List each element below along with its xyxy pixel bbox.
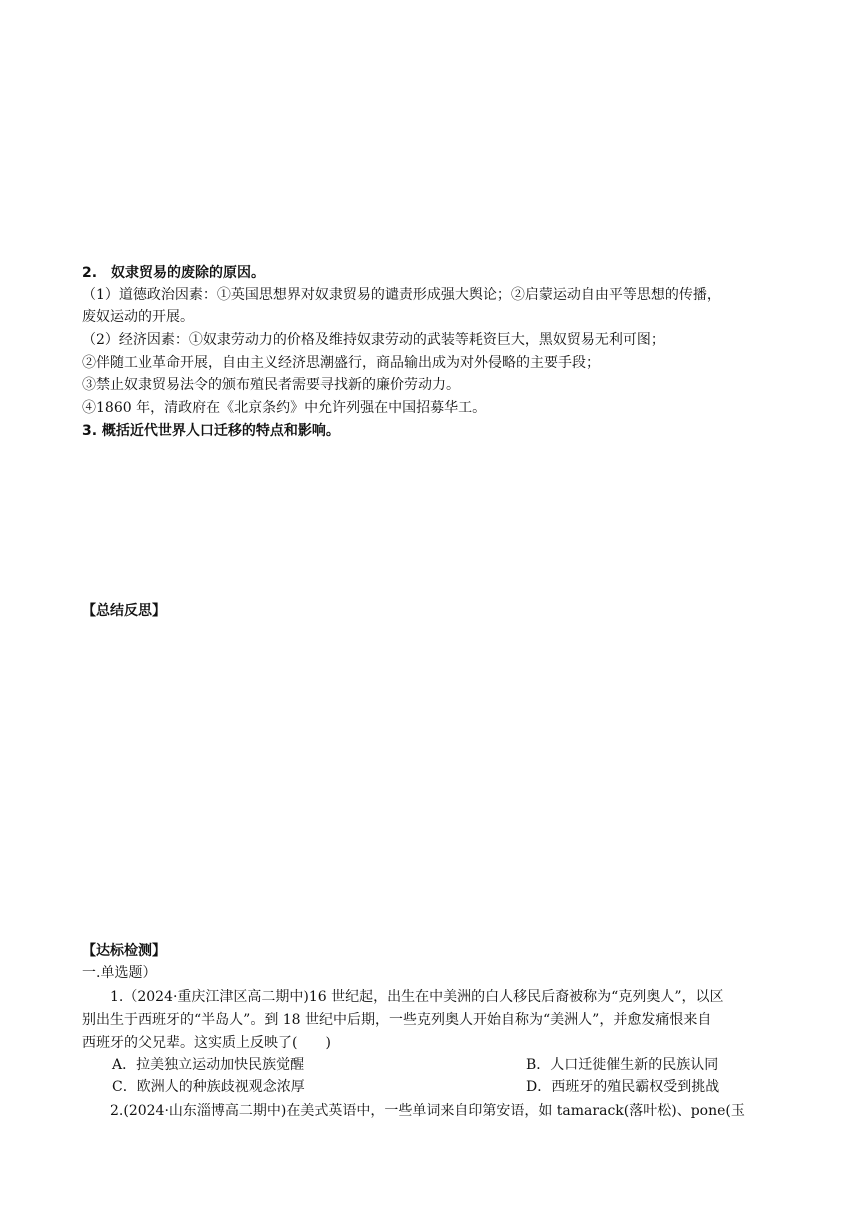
section-3-heading: 3. 概括近代世界人口迁移的特点和影响。 — [82, 423, 340, 439]
question-1-line-1: 1.（2024·重庆江津区高二期中)16 世纪起，出生在中美洲的白人移民后裔被称为“克列奥人”，以区 — [110, 989, 724, 1005]
question-1-options-row-1 — [112, 1054, 800, 1076]
section-2-paragraph-1-line-1: （1）道德政治因素：①英国思想界对奴隶贸易的谴责形成强大舆论；②启蒙运动自由平等思想的传播， — [82, 287, 721, 303]
option-a: A．拉美独立运动加快民族觉醒 — [112, 1057, 305, 1073]
option-b: B．人口迁徙催生新的民族认同 — [526, 1057, 719, 1073]
section-2-paragraph-2-line-1: （2）经济因素：①奴隶劳动力的价格及维持奴隶劳动的武装等耗资巨大，黑奴贸易无利可图； — [82, 332, 665, 348]
section-2-heading: 2. 奴隶贸易的废除的原因。 — [82, 265, 266, 281]
section-2-paragraph-2-line-4: ④1860 年，清政府在《北京条约》中允许列强在中国招募华工。 — [82, 400, 487, 416]
question-1-line-2: 别出生于西班牙的“半岛人”。到 18 世纪中后期，一些克列奥人开始自称为“美洲人”，并愈发痛恨来自 — [82, 1012, 712, 1028]
option-c: C．欧洲人的种族歧视观念浓厚 — [112, 1079, 305, 1095]
question-type-label: 一.单选题） — [82, 965, 157, 981]
question-1-options-row-2 — [112, 1076, 800, 1098]
test-heading: 【达标检测】 — [82, 943, 166, 959]
option-d: D．西班牙的殖民霸权受到挑战 — [526, 1079, 720, 1095]
section-2-paragraph-1-line-2: 废奴运动的开展。 — [82, 309, 194, 325]
section-2-paragraph-2-line-3: ③禁止奴隶贸易法令的颁布殖民者需要寻找新的廉价劳动力。 — [82, 377, 460, 393]
question-1-line-3: 西班牙的父兄辈。这实质上反映了( ) — [82, 1035, 331, 1051]
summary-heading: 【总结反思】 — [82, 603, 166, 619]
question-2-line-1: 2.(2024·山东淄博高二期中)在美式英语中，一些单词来自印第安语，如 tamarack(落叶松)、pone(玉 — [110, 1103, 745, 1119]
section-2-paragraph-2-line-2: ②伴随工业革命开展，自由主义经济思潮盛行，商品输出成为对外侵略的主要手段； — [82, 355, 600, 371]
